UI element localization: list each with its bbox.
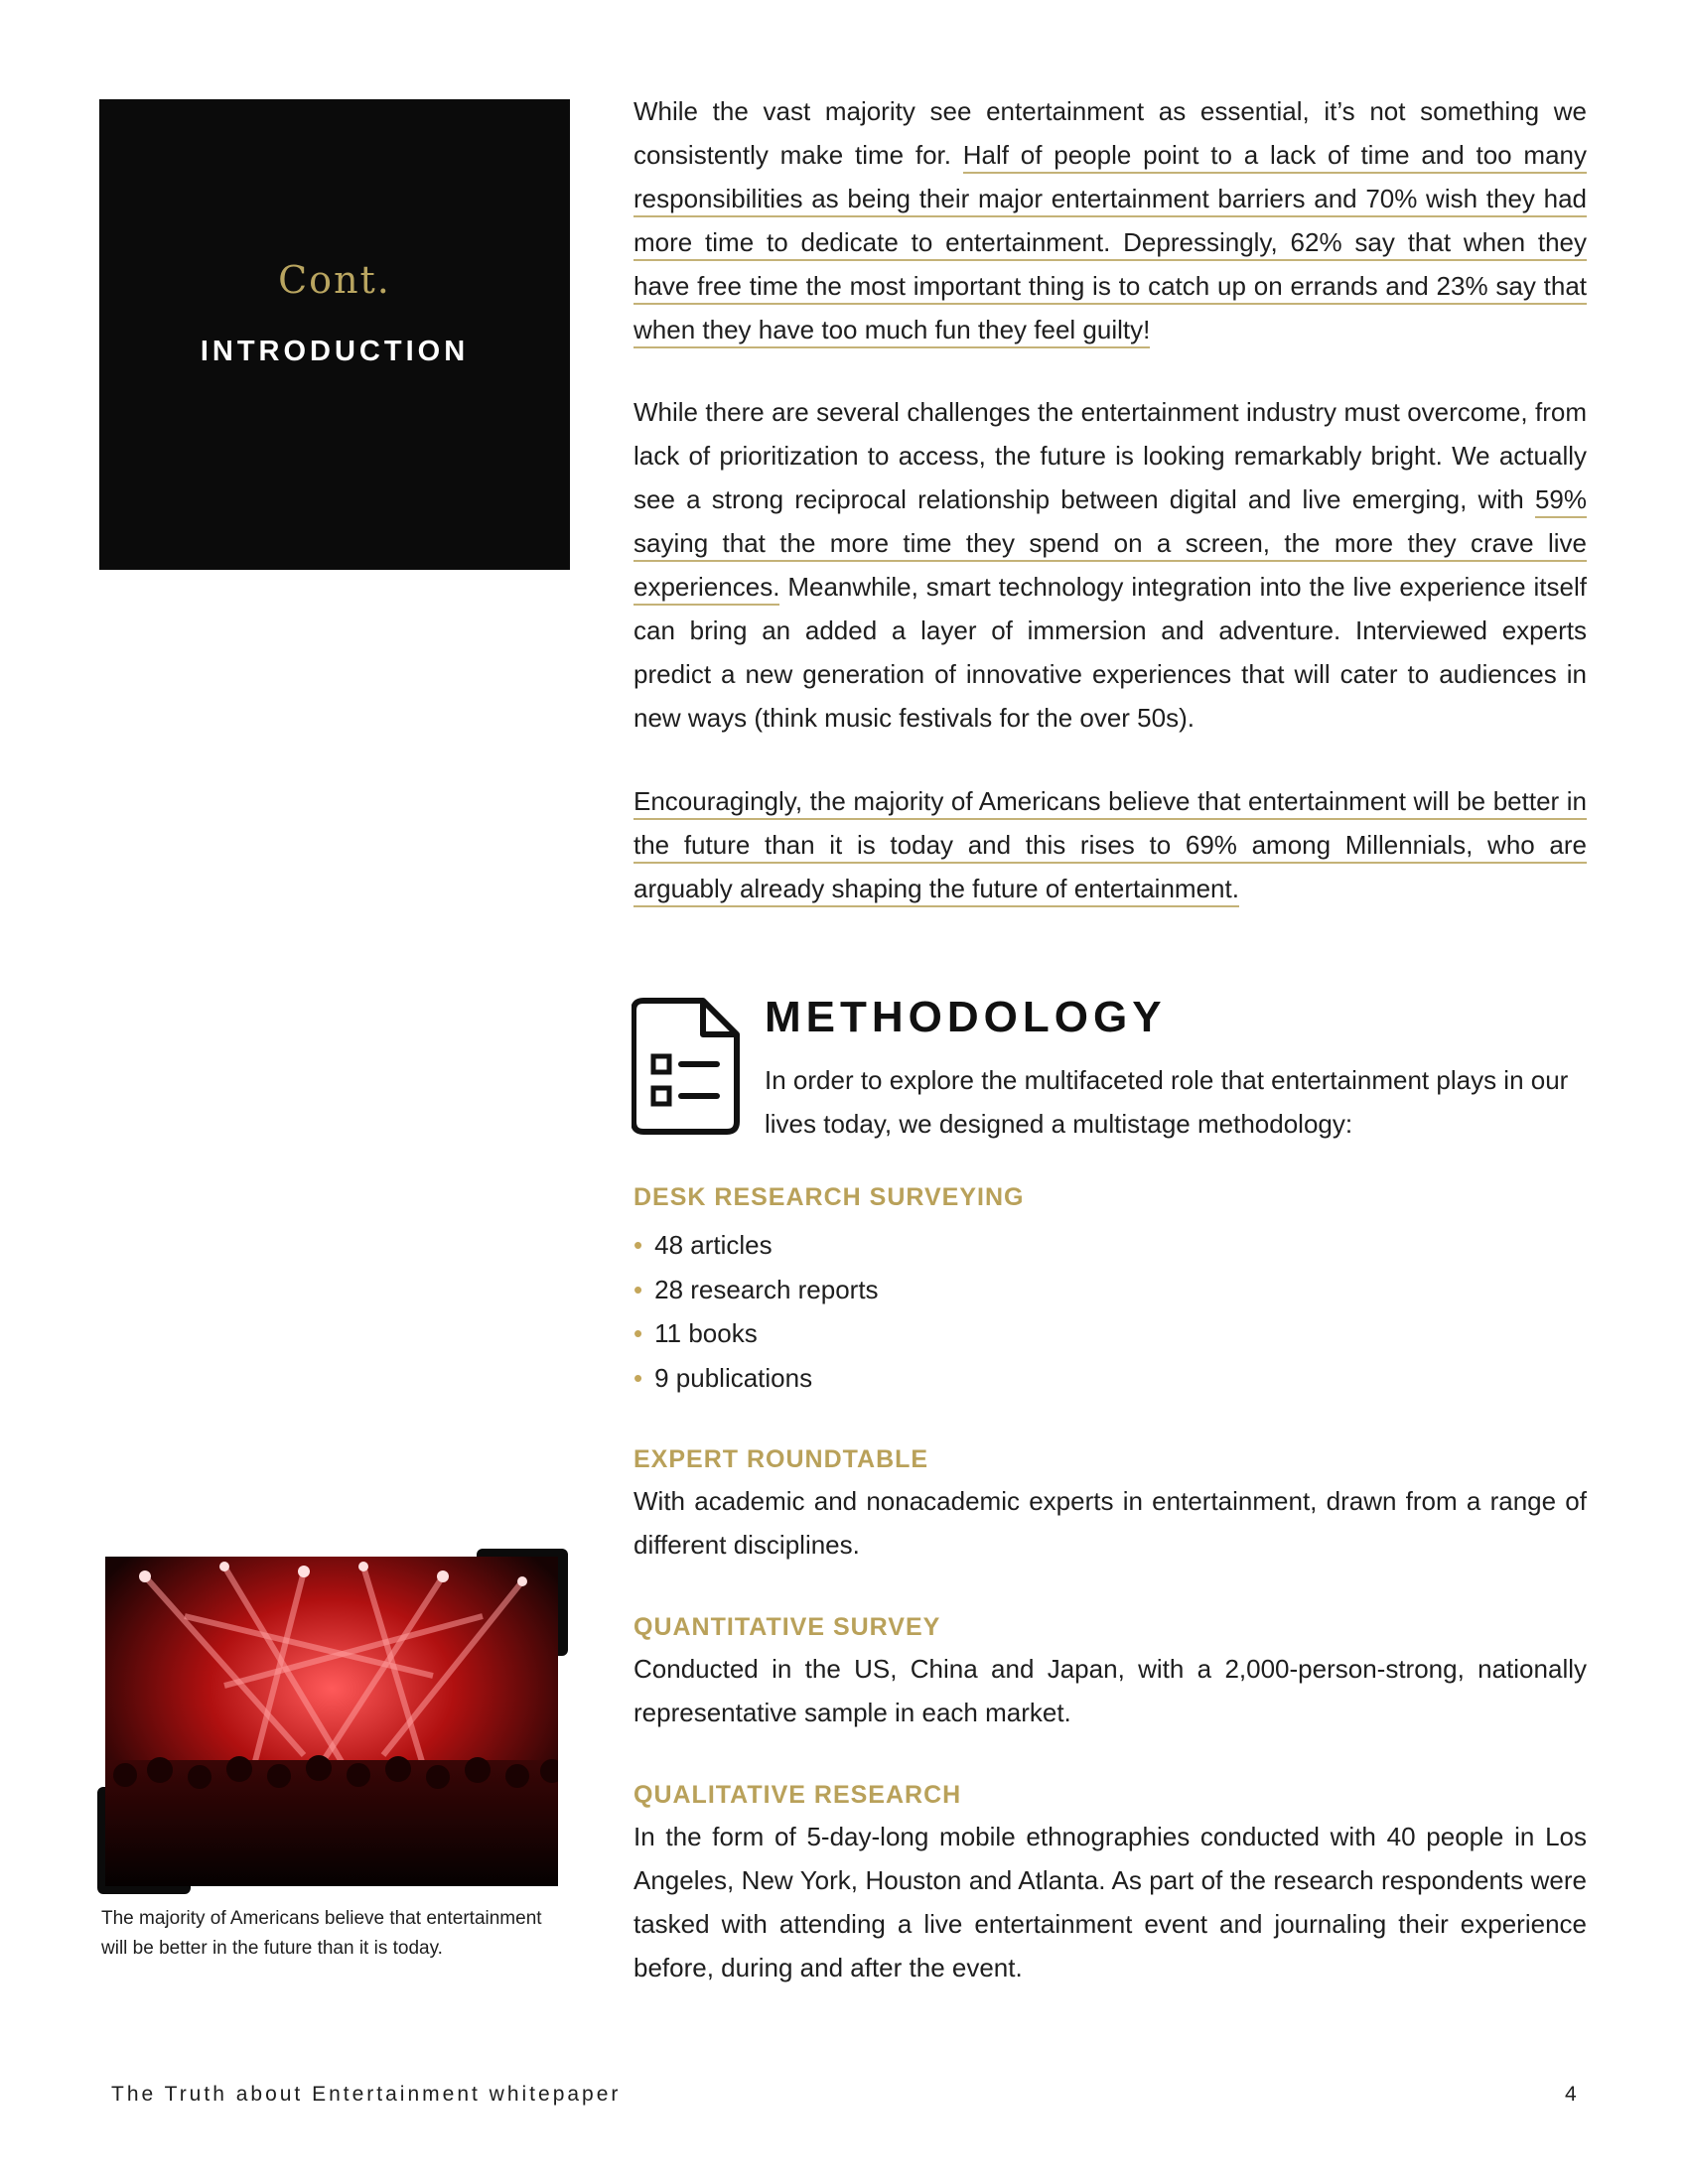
page-number: 4 — [1565, 2083, 1577, 2106]
photo-caption: The majority of Americans believe that entertainment will be better in the future than it is today. — [101, 1908, 542, 1959]
methodology-intro: In order to explore the multifaceted role that entertainment plays in our lives today, we designed a multistage methodology: — [765, 1065, 1569, 1139]
document-list-icon — [632, 997, 741, 1136]
concert-photo-frame — [97, 1549, 568, 1894]
methodology-heading: METHODOLOGY — [765, 993, 1167, 1041]
list-item: • 9 publications — [633, 1362, 813, 1393]
bullet-icon: • — [633, 1274, 643, 1304]
quantitative-survey-text: Conducted in the US, China and Japan, with a 2,000-person-strong, nationally representative sample in each market. — [633, 1654, 1587, 1727]
desk-research-list — [633, 1223, 879, 1400]
intro-paragraph-2 — [633, 390, 1587, 740]
intro-paragraph-3 — [633, 779, 1587, 910]
quantitative-survey-heading: QUANTITATIVE SURVEY — [633, 1613, 941, 1641]
list-item: • 11 books — [633, 1318, 758, 1348]
paragraph-text: While there are several challenges the entertainment industry must overcome, from lack of prioritization to access, the future is looking remarkably bright. We actually see a strong reciprocal relationship between digital and live emerging, with — [633, 397, 1587, 514]
continued-label: Cont. — [278, 258, 391, 302]
bullet-icon: • — [633, 1230, 643, 1260]
highlighted-stat-text: Half of people point to a lack of time and too many responsibilities as being their major entertainment barriers and 70% wish they had more time to dedicate to entertainment. Depressingly, 62% say that when they have free time the most important thing is to catch up on errands and 23% say that when they have too much fun they feel guilty! — [633, 140, 1587, 348]
bullet-icon: • — [633, 1362, 643, 1393]
concert-photo — [105, 1557, 558, 1886]
footer-document-title: The Truth about Entertainment whitepaper — [111, 2083, 622, 2106]
list-item: • 48 articles — [633, 1230, 773, 1260]
expert-roundtable-heading: EXPERT ROUNDTABLE — [633, 1445, 929, 1473]
section-title: INTRODUCTION — [200, 336, 470, 367]
paragraph-text: Meanwhile, smart technology integration into the live experience itself can bring an added a layer of immersion and adventure. Interviewed experts predict a new generation of innovative experiences that will cater to audiences in new ways (think music festivals for the over 50s). — [633, 572, 1587, 733]
intro-section-box — [99, 99, 570, 570]
qualitative-research-text: In the form of 5-day-long mobile ethnographies conducted with 40 people in Los Angeles, New York, Houston and Atlanta. As part of the research respondents were tasked with attending a live entertainment event and journaling their experience before, during and after the event. — [633, 1822, 1587, 1982]
intro-paragraph-1 — [633, 89, 1587, 351]
bullet-icon: • — [633, 1318, 643, 1348]
paragraph-text: While the vast majority see entertainment as essential, it’s not something we consistently make time for. — [633, 96, 1587, 170]
qualitative-research-heading: QUALITATIVE RESEARCH — [633, 1781, 962, 1809]
expert-roundtable-text: With academic and nonacademic experts in entertainment, drawn from a range of different disciplines. — [633, 1486, 1587, 1560]
highlighted-stat-text: 59% saying that the more time they spend on a screen, the more they crave live experiences. — [633, 484, 1587, 606]
desk-research-heading: DESK RESEARCH SURVEYING — [633, 1183, 1025, 1211]
highlighted-stat-text: Encouragingly, the majority of Americans believe that entertainment will be better in the future than it is today and this rises to 69% among Millennials, who are arguably already shaping the future of entertainment. — [633, 786, 1587, 907]
list-item: • 28 research reports — [633, 1274, 879, 1304]
